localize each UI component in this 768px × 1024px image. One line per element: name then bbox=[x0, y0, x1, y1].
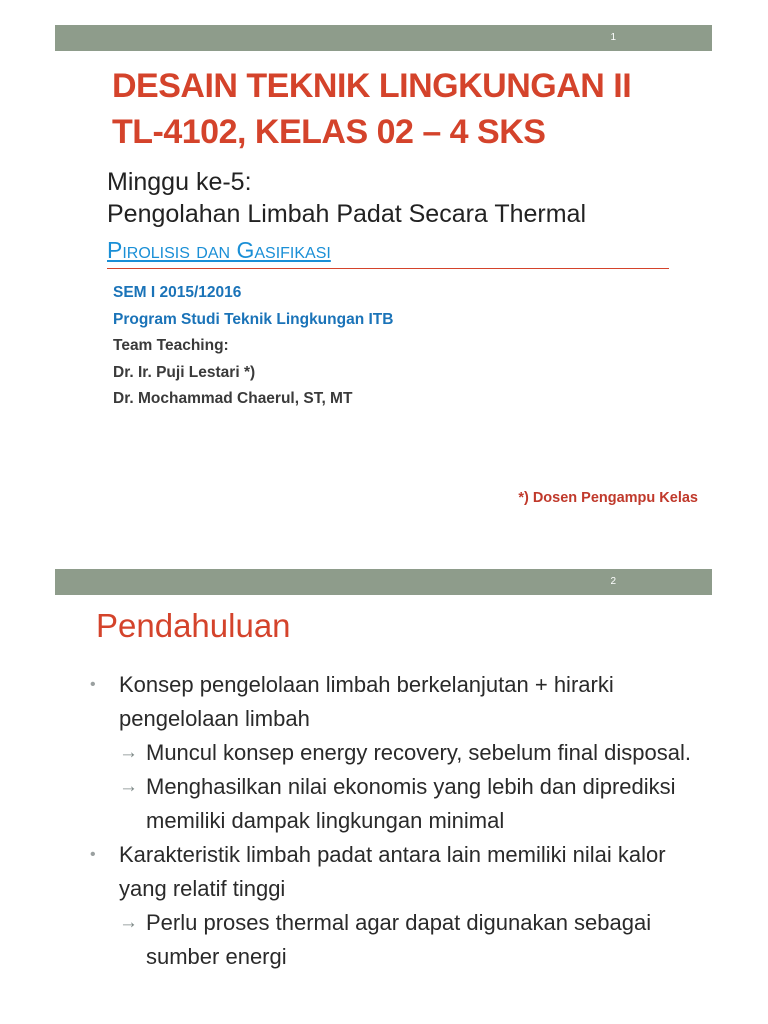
bullet-text: Karakteristik limbah padat antara lain memiliki nilai kalor yang relatif tinggi bbox=[119, 842, 666, 901]
bullet-item bbox=[90, 668, 710, 736]
team-teaching-label: Team Teaching: bbox=[113, 337, 229, 354]
slide1-page-number: 1 bbox=[610, 32, 616, 43]
course-info bbox=[113, 280, 393, 413]
arrow-right-icon: → bbox=[119, 742, 138, 763]
semester-label: SEM I 2015/12016 bbox=[113, 284, 242, 301]
slide2-header-bar bbox=[55, 569, 712, 595]
bullet-icon: • bbox=[90, 846, 96, 863]
slide1-header-bar bbox=[55, 25, 712, 51]
slide1-subtitle bbox=[107, 166, 586, 230]
sub-bullet-item bbox=[90, 770, 710, 838]
bullet-icon: • bbox=[90, 676, 96, 693]
subtitle-line-1: Minggu ke-5: bbox=[107, 168, 252, 196]
sub-bullet-text: Perlu proses thermal agar dapat digunakan sebagai sumber energi bbox=[146, 910, 652, 969]
bullet-text: Konsep pengelolaan limbah berkelanjutan + hirarki pengelolaan limbah bbox=[119, 672, 614, 731]
slide2-page-number: 2 bbox=[610, 576, 616, 587]
title-line-1: DESAIN TEKNIK LINGKUNGAN II bbox=[112, 67, 632, 105]
lecturer-1: Dr. Ir. Puji Lestari *) bbox=[113, 363, 256, 381]
slide2-content bbox=[90, 668, 710, 974]
sub-bullet-text: Muncul konsep energy recovery, sebelum final disposal. bbox=[146, 740, 691, 765]
arrow-right-icon: → bbox=[119, 912, 138, 933]
sub-bullet-text: Menghasilkan nilai ekonomis yang lebih dan diprediksi memiliki dampak lingkungan minimal bbox=[146, 774, 676, 833]
topic-link[interactable]: Pirolisis dan Gasifikasi bbox=[107, 237, 331, 263]
slide2-heading: Pendahuluan bbox=[96, 607, 291, 644]
footnote: *) Dosen Pengampu Kelas bbox=[518, 490, 698, 506]
sub-bullet-item bbox=[90, 736, 710, 770]
title-line-2: TL-4102, KELAS 02 – 4 SKS bbox=[112, 113, 546, 151]
lecturer-2: Dr. Mochammad Chaerul, ST, MT bbox=[113, 390, 353, 407]
sub-bullet-item bbox=[90, 906, 710, 974]
subtitle-line-2: Pengolahan Limbah Padat Secara Thermal bbox=[107, 200, 587, 228]
slide1-title bbox=[112, 63, 631, 155]
bullet-item bbox=[90, 838, 710, 906]
divider-line bbox=[107, 268, 669, 269]
program-label: Program Studi Teknik Lingkungan ITB bbox=[113, 310, 394, 328]
arrow-right-icon: → bbox=[119, 776, 138, 797]
